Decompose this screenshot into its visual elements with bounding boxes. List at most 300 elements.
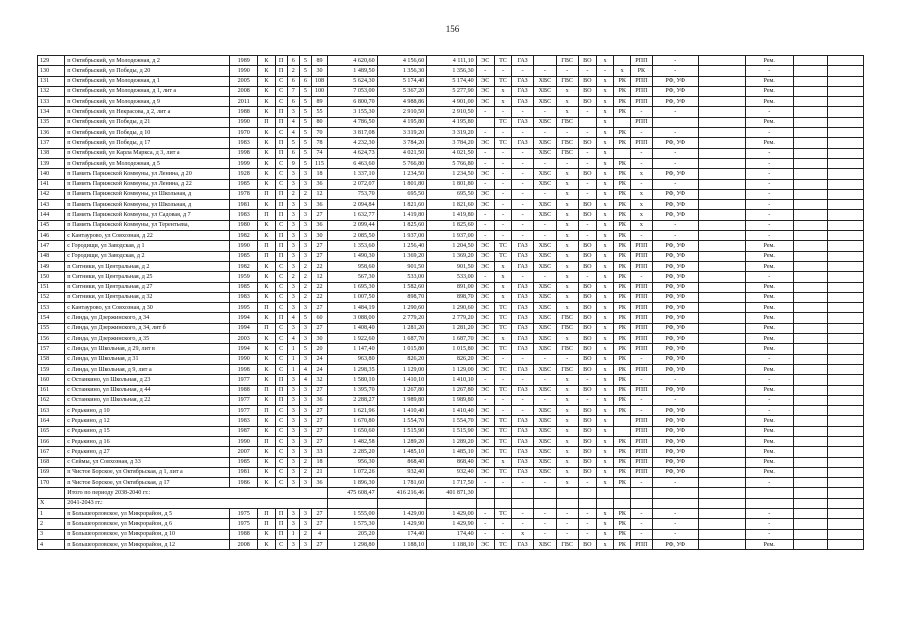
table-cell: - <box>476 375 494 385</box>
table-cell <box>476 488 494 498</box>
table-cell: 6 <box>287 56 299 66</box>
table-cell: ГАЗ <box>512 97 534 107</box>
table-cell <box>699 416 746 426</box>
table-cell: РПП <box>631 447 652 457</box>
table-cell: 165 <box>38 426 65 436</box>
table-cell: 27 <box>311 539 327 549</box>
table-cell: 901,50 <box>427 261 477 271</box>
table-cell <box>794 272 828 282</box>
table-cell: п Октябрьский, ул Молодежная, д 9 <box>65 97 230 107</box>
table-cell: 2 <box>299 457 311 467</box>
table-cell: 3 <box>287 179 299 189</box>
table-cell: 6 463,60 <box>328 158 378 168</box>
table-cell: х <box>596 138 613 148</box>
table-cell: - <box>476 509 494 519</box>
table-cell: - <box>745 148 794 158</box>
table-cell <box>699 107 746 117</box>
table-cell: - <box>578 220 596 230</box>
table-cell: 5 <box>299 117 311 127</box>
table-cell: РПП <box>631 416 652 426</box>
table-cell: 2 288,27 <box>328 395 378 405</box>
table-cell: - <box>534 66 556 76</box>
table-cell: с Редькино, д 10 <box>65 406 230 416</box>
table-cell: 1 429,90 <box>427 519 477 529</box>
table-cell: С <box>275 282 287 292</box>
table-cell: ВО <box>578 436 596 446</box>
table-cell: Рем. <box>745 416 794 426</box>
table-cell <box>828 76 864 86</box>
table-cell: 1 632,77 <box>328 210 378 220</box>
table-cell: С <box>275 86 287 96</box>
table-cell: х <box>596 354 613 364</box>
table-cell: - <box>745 128 794 138</box>
table-cell: 1975 <box>230 519 258 529</box>
table-cell: К <box>258 375 275 385</box>
table-cell: 1 337,10 <box>328 169 378 179</box>
table-cell: 115 <box>311 158 327 168</box>
table-cell: - <box>494 148 511 158</box>
table-cell: П <box>275 519 287 529</box>
table-cell: 868,40 <box>377 457 427 467</box>
table-cell <box>794 128 828 138</box>
table-cell: П <box>275 509 287 519</box>
table-cell: ТС <box>494 426 511 436</box>
table-cell <box>699 86 746 96</box>
table-cell: 3 <box>299 323 311 333</box>
table-cell: с Линда, ул Школьная, д 9, лит а <box>65 364 230 374</box>
table-row <box>38 272 864 282</box>
table-cell: 1 290,60 <box>377 303 427 313</box>
table-cell: - <box>476 231 494 241</box>
table-cell: РПП <box>631 457 652 467</box>
table-cell: 3 <box>38 529 65 539</box>
table-cell <box>794 66 828 76</box>
table-cell: п Память Парижской Коммуны, ул Садовая, д 7 <box>65 210 230 220</box>
table-cell: 6 <box>287 97 299 107</box>
table-cell: РФ, УФ <box>652 385 699 395</box>
table-cell: К <box>258 344 275 354</box>
table-cell: - <box>745 158 794 168</box>
table-cell: 4 624,73 <box>328 148 378 158</box>
table-cell: К <box>258 282 275 292</box>
table-cell: РПП <box>631 97 652 107</box>
table-cell: К <box>258 529 275 539</box>
table-cell: - <box>631 406 652 416</box>
table-cell: П <box>258 241 275 251</box>
table-cell: РК <box>614 97 631 107</box>
table-cell <box>794 303 828 313</box>
table-cell: х <box>556 457 578 467</box>
table-cell: х <box>631 200 652 210</box>
table-cell: 132 <box>38 86 65 96</box>
table-cell: - <box>476 179 494 189</box>
table-cell: х <box>556 231 578 241</box>
table-cell: К <box>258 179 275 189</box>
table-cell: - <box>512 169 534 179</box>
table-cell: - <box>534 189 556 199</box>
table-cell: п Ситники, ул Центральная, д 25 <box>65 272 230 282</box>
table-cell: - <box>494 519 511 529</box>
table-cell: ХВС <box>534 282 556 292</box>
table-cell: ТС <box>494 313 511 323</box>
table-cell <box>794 364 828 374</box>
table-cell: 1 989,80 <box>427 395 477 405</box>
table-cell: 5 <box>299 56 311 66</box>
table-cell <box>494 488 511 498</box>
table-cell: Итого по периоду 2038-2040 гг.: <box>65 488 328 498</box>
table-cell: 1 801,80 <box>377 179 427 189</box>
table-cell: 1 281,20 <box>377 323 427 333</box>
table-cell: П <box>258 436 275 446</box>
table-cell: РК <box>614 241 631 251</box>
table-cell <box>699 282 746 292</box>
table-cell: - <box>512 200 534 210</box>
table-cell <box>828 529 864 539</box>
table-cell: 2 <box>299 272 311 282</box>
table-cell: 27 <box>311 509 327 519</box>
table-cell: ЭС <box>476 406 494 416</box>
table-cell <box>614 426 631 436</box>
table-cell: 1 <box>287 364 299 374</box>
table-cell: Рем. <box>745 436 794 446</box>
table-cell: 1982 <box>230 261 258 271</box>
table-cell: ГАЗ <box>512 56 534 66</box>
table-cell: ВО <box>578 292 596 302</box>
table-cell: 1 369,20 <box>377 251 427 261</box>
table-row <box>38 261 864 271</box>
table-cell: П <box>275 189 287 199</box>
table-cell: 3 <box>287 220 299 230</box>
table-cell: 2 085,50 <box>328 231 378 241</box>
table-cell: 2 099,44 <box>328 220 378 230</box>
table-cell: - <box>534 529 556 539</box>
table-cell: - <box>745 354 794 364</box>
table-cell: К <box>258 313 275 323</box>
table-cell: РФ, УФ <box>652 447 699 457</box>
table-cell: ВО <box>578 426 596 436</box>
table-cell: С <box>275 303 287 313</box>
table-cell: К <box>258 86 275 96</box>
table-cell: 168 <box>38 457 65 467</box>
table-cell: РПП <box>631 282 652 292</box>
table-cell: ТС <box>494 117 511 127</box>
table-cell: РПП <box>631 56 652 66</box>
table-cell: ЭС <box>476 282 494 292</box>
table-cell: х <box>596 364 613 374</box>
table-cell: 2005 <box>230 76 258 86</box>
table-cell: 138 <box>38 148 65 158</box>
table-cell: ХВС <box>534 169 556 179</box>
table-cell: - <box>534 158 556 168</box>
table-cell: ТС <box>494 303 511 313</box>
table-cell: 3 <box>299 416 311 426</box>
table-cell: 1 621,96 <box>328 406 378 416</box>
table-cell: 155 <box>38 323 65 333</box>
table-cell: 80 <box>311 117 327 127</box>
table-cell: 27 <box>311 323 327 333</box>
table-cell: п Память Парижской Коммуны, ул Школьная, д <box>65 200 230 210</box>
table-cell: РК <box>614 179 631 189</box>
table-cell: 2 779,20 <box>427 313 477 323</box>
table-cell: ТС <box>494 76 511 86</box>
table-cell: 868,40 <box>427 457 477 467</box>
table-cell: РК <box>614 261 631 271</box>
table-cell: п Большеорловское, ул Микрорайон, д 6 <box>65 519 230 529</box>
table-cell: х <box>556 385 578 395</box>
table-row <box>38 97 864 107</box>
table-cell: - <box>652 107 699 117</box>
table-cell: 159 <box>38 364 65 374</box>
table-cell: РФ, УФ <box>652 97 699 107</box>
table-cell: х <box>556 406 578 416</box>
table-cell <box>476 117 494 127</box>
table-cell: 2 <box>299 529 311 539</box>
table-cell: с Кантаурово, ул Совхозная, д 30 <box>65 303 230 313</box>
table-cell: ВО <box>578 138 596 148</box>
table-cell: РПП <box>631 117 652 127</box>
table-cell: С <box>275 220 287 230</box>
table-cell: ВО <box>578 313 596 323</box>
table-cell: - <box>745 231 794 241</box>
table-cell: х <box>494 334 511 344</box>
table-cell: 1998 <box>230 364 258 374</box>
table-cell: х <box>596 158 613 168</box>
table-cell <box>745 488 794 498</box>
table-cell: РПП <box>631 436 652 446</box>
table-cell: ГАЗ <box>512 467 534 477</box>
table-cell: 1 695,30 <box>328 282 378 292</box>
table-row <box>38 385 864 395</box>
table-cell: - <box>745 509 794 519</box>
table-cell: 3 <box>299 509 311 519</box>
table-cell: П <box>275 395 287 405</box>
table-cell: 1 298,35 <box>328 364 378 374</box>
table-cell <box>699 436 746 446</box>
table-cell: 131 <box>38 76 65 86</box>
table-cell: х <box>596 179 613 189</box>
table-cell: 27 <box>311 303 327 313</box>
table-cell <box>828 292 864 302</box>
table-cell <box>699 509 746 519</box>
table-cell: 3 <box>299 220 311 230</box>
table-cell: 5 766,80 <box>377 158 427 168</box>
table-cell <box>699 426 746 436</box>
table-cell: х <box>596 282 613 292</box>
table-cell <box>794 148 828 158</box>
table-cell <box>699 272 746 282</box>
table-cell: - <box>745 189 794 199</box>
table-cell: - <box>578 231 596 241</box>
table-cell: с Городищи, ул Заводская, д 2 <box>65 251 230 261</box>
table-cell: - <box>534 478 556 488</box>
table-cell: ГАЗ <box>512 344 534 354</box>
table-cell <box>828 436 864 446</box>
table-cell: 1981 <box>230 200 258 210</box>
table-cell: с Сеймы, ул Совхозная, д 33 <box>65 457 230 467</box>
table-cell: - <box>494 179 511 189</box>
table-cell: РК <box>614 189 631 199</box>
table-cell <box>614 56 631 66</box>
table-cell: ЭС <box>476 426 494 436</box>
table-cell: 898,70 <box>377 292 427 302</box>
table-cell: с Линда, ул Дзержинского, д 34, лит б <box>65 323 230 333</box>
table-row <box>38 292 864 302</box>
table-cell: х <box>494 261 511 271</box>
table-cell: 4 <box>311 529 327 539</box>
table-cell: с Линда, ул Дзержинского, д 35 <box>65 334 230 344</box>
table-cell: Рем. <box>745 56 794 66</box>
table-cell: 1970 <box>230 128 258 138</box>
table-cell: ТС <box>494 467 511 477</box>
table-cell: х <box>596 241 613 251</box>
table-cell: 174,40 <box>427 529 477 539</box>
table-cell: ГВС <box>556 56 578 66</box>
table-cell: х <box>556 303 578 313</box>
table-cell: 1 015,80 <box>377 344 427 354</box>
table-cell: ЭС <box>476 334 494 344</box>
table-cell: ТС <box>494 416 511 426</box>
table-cell <box>828 220 864 230</box>
table-cell: п Октябрьский, ул Карла Маркса, д 3, лит а <box>65 148 230 158</box>
table-cell: К <box>258 447 275 457</box>
table-cell: ТС <box>494 241 511 251</box>
table-cell: ХВС <box>534 436 556 446</box>
table-row <box>38 395 864 405</box>
table-cell <box>699 529 746 539</box>
table-cell: 135 <box>38 117 65 127</box>
table-cell: ГАЗ <box>512 539 534 549</box>
table-cell <box>38 488 65 498</box>
table-row <box>38 86 864 96</box>
table-cell: П <box>258 323 275 333</box>
table-cell <box>828 364 864 374</box>
table-row <box>38 56 864 66</box>
table-cell: 36 <box>311 200 327 210</box>
table-cell: П <box>275 210 287 220</box>
table-cell <box>699 128 746 138</box>
table-cell: 567,30 <box>328 272 378 282</box>
table-cell <box>534 488 556 498</box>
table-cell: 36 <box>311 395 327 405</box>
table-cell <box>828 426 864 436</box>
table-cell: 1 410,40 <box>427 406 477 416</box>
table-cell: ХВС <box>534 148 556 158</box>
table-cell: К <box>258 478 275 488</box>
table-cell: С <box>275 447 287 457</box>
table-cell: 1 670,80 <box>328 416 378 426</box>
table-cell <box>699 158 746 168</box>
table-cell <box>794 498 828 508</box>
table-cell: С <box>275 478 287 488</box>
table-cell: П <box>275 241 287 251</box>
table-cell: 140 <box>38 169 65 179</box>
table-cell: 137 <box>38 138 65 148</box>
table-cell <box>794 251 828 261</box>
table-cell <box>828 148 864 158</box>
table-cell: - <box>494 354 511 364</box>
table-cell: ВО <box>578 354 596 364</box>
table-cell: - <box>631 231 652 241</box>
table-cell: 3 <box>299 478 311 488</box>
table-cell: - <box>534 354 556 364</box>
table-cell: - <box>652 478 699 488</box>
table-cell <box>794 509 828 519</box>
table-cell: РФ, УФ <box>652 344 699 354</box>
table-cell <box>794 189 828 199</box>
table-cell: 1977 <box>230 375 258 385</box>
table-cell: - <box>494 107 511 117</box>
table-cell: 1 188,10 <box>377 539 427 549</box>
table-row <box>38 179 864 189</box>
table-cell: 1 129,00 <box>377 364 427 374</box>
table-cell <box>699 344 746 354</box>
table-cell: 4 988,86 <box>377 97 427 107</box>
table-cell: Рем. <box>745 138 794 148</box>
table-cell: 1 989,80 <box>377 395 427 405</box>
table-cell: ХВС <box>534 117 556 127</box>
table-cell: - <box>512 189 534 199</box>
table-cell: 2 094,84 <box>328 200 378 210</box>
table-row <box>38 282 864 292</box>
table-cell: с Линда, ул Школьная, д 31 <box>65 354 230 364</box>
table-cell: 1 801,80 <box>427 179 477 189</box>
table-cell: РФ, УФ <box>652 189 699 199</box>
table-row <box>38 231 864 241</box>
table-cell: п Ситники, ул Центральная, д 2 <box>65 261 230 271</box>
table-row <box>38 189 864 199</box>
table-cell <box>699 138 746 148</box>
table-cell: х <box>596 529 613 539</box>
table-cell: 147 <box>38 241 65 251</box>
table-cell: ХВС <box>534 138 556 148</box>
table-cell <box>828 241 864 251</box>
table-cell: 1 007,50 <box>328 292 378 302</box>
table-cell: - <box>745 478 794 488</box>
table-cell: - <box>534 519 556 529</box>
table-cell: ВО <box>578 334 596 344</box>
table-cell: РФ, УФ <box>652 282 699 292</box>
table-cell: С <box>275 323 287 333</box>
table-cell: 5 <box>299 66 311 76</box>
table-cell: ХВС <box>534 210 556 220</box>
table-cell: - <box>578 148 596 158</box>
table-row <box>38 323 864 333</box>
table-cell: х <box>556 395 578 405</box>
table-cell: 5 174,40 <box>427 76 477 86</box>
table-cell: х <box>596 251 613 261</box>
table-cell: ТС <box>494 447 511 457</box>
table-cell: 1994 <box>230 344 258 354</box>
table-cell: х <box>596 189 613 199</box>
table-cell: 2 779,20 <box>377 313 427 323</box>
table-cell: 24 <box>311 354 327 364</box>
table-cell <box>828 117 864 127</box>
table-cell <box>794 323 828 333</box>
table-cell: 5 174,40 <box>377 76 427 86</box>
table-cell: 1959 <box>230 272 258 282</box>
table-cell: РФ, УФ <box>652 364 699 374</box>
table-cell: РК <box>614 86 631 96</box>
table-cell: с Городищи, ул Заводская, д 1 <box>65 241 230 251</box>
table-cell: - <box>556 529 578 539</box>
table-cell: 4 021,50 <box>427 148 477 158</box>
table-cell <box>794 395 828 405</box>
table-cell <box>578 117 596 127</box>
table-cell: 3 <box>287 282 299 292</box>
table-cell: 1975 <box>230 509 258 519</box>
table-cell <box>828 56 864 66</box>
table-cell: 2 <box>287 66 299 76</box>
